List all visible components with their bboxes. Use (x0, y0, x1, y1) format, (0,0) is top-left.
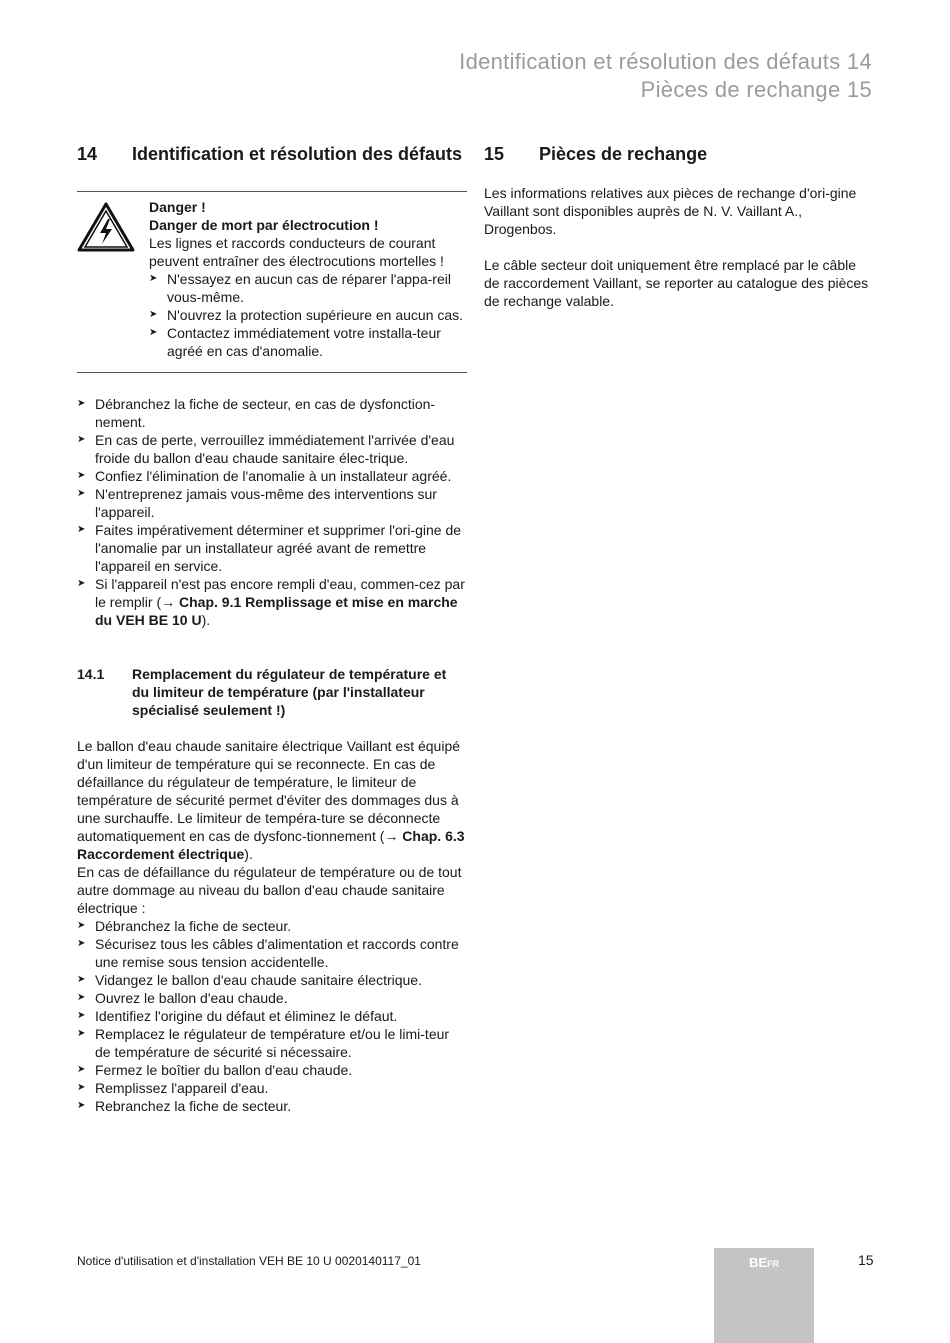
chapter-6-3-reference: → Chap. 6.3 Raccordement électrique (77, 828, 465, 862)
language-code: FR (767, 1259, 780, 1269)
warning-title: Danger ! (149, 199, 206, 215)
list-item: ➤ Débranchez la fiche de secteur, en cas de dysfonction-nement. (77, 395, 467, 431)
list-item: ➤ Rebranchez la fiche de secteur. (77, 1097, 467, 1115)
section-15-number: 15 (484, 144, 505, 164)
country-code: BE (748, 1255, 768, 1270)
running-header-line-1: Identification et résolution des défauts 14 (459, 49, 872, 74)
list-item: ➤ N'essayez en aucun cas de réparer l'appa-reil vous-même. (149, 270, 467, 306)
country-tab-label (714, 1255, 814, 1270)
last-step-end: ). (201, 612, 211, 628)
running-header-line-2: Pièces de rechange 15 (640, 77, 872, 102)
danger-warning-box (77, 191, 467, 373)
chapter-9-1-reference: → Chap. 9.1 Remplissage et mise en marche du VEH BE 10 U (95, 594, 458, 628)
list-item: ➤ Vidangez le ballon d'eau chaude sanitaire électrique. (77, 971, 467, 989)
section-15-paragraph-2: Le câble secteur doit uniquement être remplacé par le câble de raccordement Vaillant, se reporter au catalogue des pièces de rechange valable. (484, 257, 869, 309)
section-14-heading (77, 143, 467, 166)
right-column (484, 143, 874, 310)
para-end: ). (244, 846, 253, 862)
warning-subtitle: Danger de mort par électrocution ! (149, 217, 379, 233)
section-14-1-steps (77, 917, 467, 1115)
section-15-heading (484, 143, 874, 166)
list-item: ➤ Faites impérativement déterminer et supprimer l'ori-gine de l'anomalie par un installateur agréé avant de remettre l'appareil en service. (77, 521, 467, 575)
footer-document-reference: Notice d'utilisation et d'installation VEH BE 10 U 0020140117_01 (77, 1254, 421, 1268)
section-14-steps (77, 395, 467, 629)
list-item: ➤ En cas de perte, verrouillez immédiatement l'arrivée d'eau froide du ballon d'eau chaude sanitaire élec-trique. (77, 431, 467, 467)
country-tab (714, 1248, 814, 1343)
section-14-1-title: Remplacement du régulateur de température et du limiteur de température (par l'installateur spécialisé seulement !) (132, 666, 447, 718)
list-item: ➤ Confiez l'élimination de l'anomalie à un installateur agréé. (77, 467, 467, 485)
list-item: ➤ Contactez immédiatement votre installa-teur agréé en cas d'anomalie. (149, 324, 467, 360)
list-item: ➤ Remplissez l'appareil d'eau. (77, 1079, 467, 1097)
section-14-1-heading (77, 665, 467, 719)
section-15-title: Pièces de rechange (539, 144, 708, 164)
section-14-1-paragraph-1 (77, 737, 467, 863)
list-item: ➤ N'ouvrez la protection supérieure en aucun cas. (149, 306, 467, 324)
list-item: ➤ Sécurisez tous les câbles d'alimentation et raccords contre une remise sous tension accidentelle. (77, 935, 467, 971)
warning-text: Les lignes et raccords conducteurs de courant peuvent entraîner des électrocutions mortelles ! (149, 235, 444, 269)
section-14-1-number: 14.1 (77, 666, 105, 682)
warning-body (149, 198, 467, 360)
list-item: ➤ Débranchez la fiche de secteur. (77, 917, 467, 935)
section-14-1-paragraph-2: En cas de défaillance du régulateur de température ou de tout autre dommage au niveau du ballon d'eau chaude sanitaire électrique : (77, 864, 462, 916)
running-header (459, 48, 872, 104)
warning-list (149, 270, 467, 360)
list-item: ➤ N'entreprenez jamais vous-même des interventions sur l'appareil. (77, 485, 467, 521)
section-14-number: 14 (77, 144, 98, 164)
list-item: ➤ Identifiez l'origine du défaut et éliminez le défaut. (77, 1007, 467, 1025)
section-14-title: Identification et résolution des défauts (132, 144, 463, 164)
list-item: ➤ Remplacez le régulateur de température et/ou le limi-teur de température de sécurité si nécessaire. (77, 1025, 467, 1061)
para-text: Le ballon d'eau chaude sanitaire électrique Vaillant est équipé d'un limiteur de température qui se reconnecte. En cas de défaillance du régulateur de température, le limiteur de température de sécurité permet d'éviter des dommages dus à une surchauffe. Le limiteur de tempéra-ture se déconnecte automatiquement en cas de dysfonc-tionnement ( (77, 738, 461, 844)
list-item: ➤ Fermez le boîtier du ballon d'eau chaude. (77, 1061, 467, 1079)
page-number: 15 (858, 1252, 874, 1268)
list-item (77, 575, 467, 629)
list-item: ➤ Ouvrez le ballon d'eau chaude. (77, 989, 467, 1007)
last-step-text: Si l'appareil n'est pas encore rempli d'eau, commen-cez par le remplir ( (95, 576, 465, 610)
electric-hazard-icon (77, 198, 149, 360)
left-column (77, 143, 467, 1115)
section-15-paragraph-1: Les informations relatives aux pièces de rechange d'ori-gine Vaillant sont disponibles auprès de N. V. Vaillant A., Drogenbos. (484, 185, 857, 237)
